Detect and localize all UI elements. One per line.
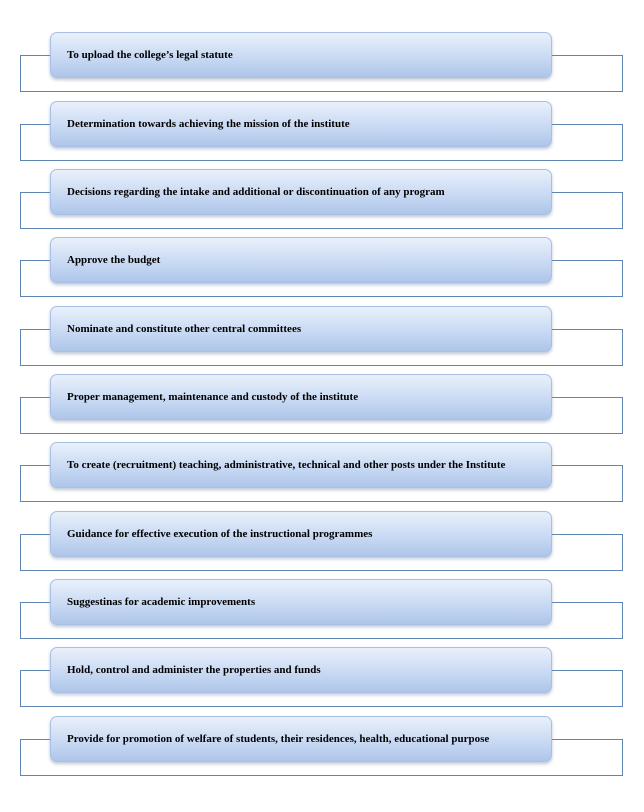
- item-box: [50, 579, 552, 625]
- diagram-row: [0, 442, 644, 504]
- item-box: [50, 169, 552, 215]
- item-label: Proper management, maintenance and custody of the institute: [67, 391, 359, 403]
- diagram-row: [0, 237, 644, 299]
- item-box: [50, 306, 552, 352]
- diagram-row: [0, 579, 644, 641]
- diagram-row: [0, 32, 644, 94]
- item-label: Decisions regarding the intake and additional or discontinuation of any program: [67, 186, 445, 198]
- diagram-row: [0, 511, 644, 573]
- item-label: Approve the budget: [67, 254, 161, 266]
- item-label: Hold, control and administer the properties and funds: [67, 664, 321, 676]
- diagram-row: [0, 101, 644, 163]
- item-label: Suggestinas for academic improvements: [67, 596, 256, 608]
- item-box: [50, 442, 552, 488]
- item-label: Guidance for effective execution of the instructional programmes: [67, 528, 373, 540]
- diagram-row: [0, 169, 644, 231]
- item-label: Determination towards achieving the mission of the institute: [67, 118, 350, 130]
- item-label: Nominate and constitute other central committees: [67, 323, 302, 335]
- diagram-row: [0, 306, 644, 368]
- item-box: [50, 716, 552, 762]
- diagram-row: [0, 647, 644, 709]
- item-box: [50, 237, 552, 283]
- item-box: [50, 374, 552, 420]
- item-label: To upload the college’s legal statute: [67, 49, 233, 61]
- item-label: To create (recruitment) teaching, administrative, technical and other posts under the Institute: [67, 459, 506, 471]
- diagram-row: [0, 716, 644, 778]
- item-box: [50, 101, 552, 147]
- diagram-row: [0, 374, 644, 436]
- item-label: Provide for promotion of welfare of students, their residences, health, educational purpose: [67, 733, 490, 745]
- item-box: [50, 647, 552, 693]
- item-box: [50, 511, 552, 557]
- item-box: [50, 32, 552, 78]
